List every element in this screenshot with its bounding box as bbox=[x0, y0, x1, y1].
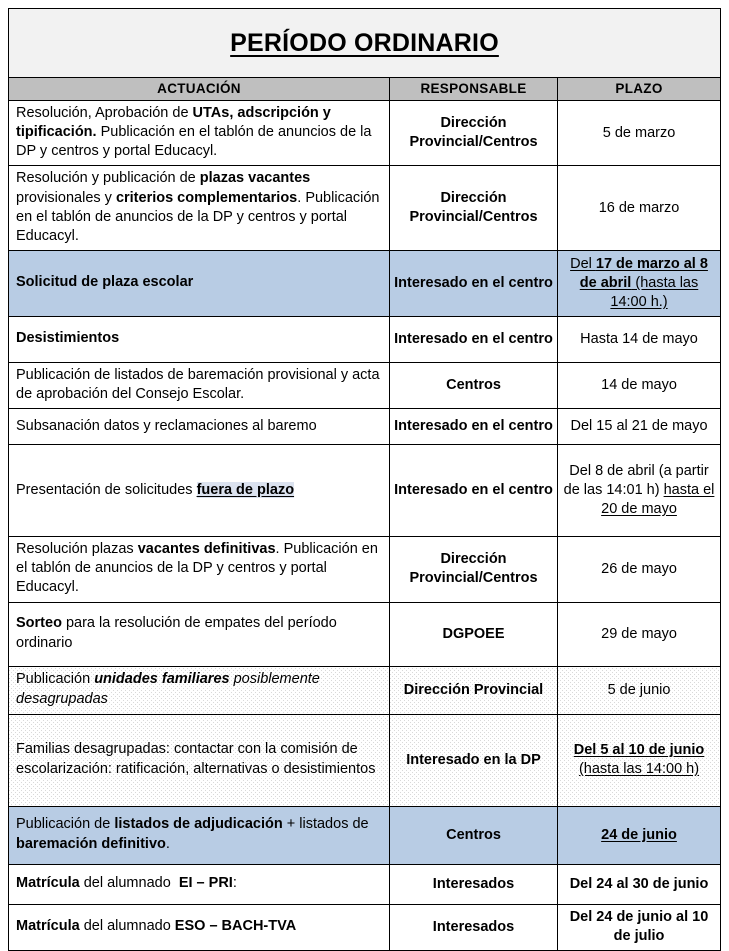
cell-actuacion: Solicitud de plaza escolar bbox=[9, 250, 390, 316]
table-row bbox=[9, 666, 721, 714]
cell-responsable: Interesados bbox=[390, 864, 558, 904]
table-row bbox=[9, 864, 721, 904]
table-row bbox=[9, 409, 721, 445]
cell-actuacion: Resolución y publicación de plazas vacantes provisionales y criterios complementarios. Publicación en el tablón de anuncios de la DP y centros y portal Educacyl. bbox=[9, 166, 390, 251]
cell-plazo: Del 17 de marzo al 8 de abril (hasta las 14:00 h.) bbox=[558, 250, 721, 316]
cell-plazo: 14 de mayo bbox=[558, 362, 721, 408]
cell-plazo: 24 de junio bbox=[558, 806, 721, 864]
cell-responsable: Interesado en la DP bbox=[390, 714, 558, 806]
cell-actuacion: Sorteo para la resolución de empates del período ordinario bbox=[9, 602, 390, 666]
table-row bbox=[9, 537, 721, 602]
cell-responsable: Interesado en el centro bbox=[390, 250, 558, 316]
table-row bbox=[9, 806, 721, 864]
cell-responsable: Interesado en el centro bbox=[390, 445, 558, 537]
cell-responsable: DGPOEE bbox=[390, 602, 558, 666]
document-title-cell bbox=[9, 9, 721, 78]
table-row bbox=[9, 714, 721, 806]
cell-actuacion: Matrícula del alumnado ESO – BACH-TVA bbox=[9, 904, 390, 950]
table-row bbox=[9, 250, 721, 316]
cell-responsable: Dirección Provincial/Centros bbox=[390, 166, 558, 251]
cell-actuacion: Familias desagrupadas: contactar con la comisión de escolarización: ratificación, alternativas o desistimientos bbox=[9, 714, 390, 806]
table-body bbox=[9, 9, 721, 951]
cell-plazo: 16 de marzo bbox=[558, 166, 721, 251]
cell-responsable: Interesados bbox=[390, 904, 558, 950]
cell-plazo: 5 de marzo bbox=[558, 101, 721, 166]
cell-plazo: 29 de mayo bbox=[558, 602, 721, 666]
table-row bbox=[9, 445, 721, 537]
cell-actuacion: Publicación de listados de adjudicación + listados de baremación definitivo. bbox=[9, 806, 390, 864]
table-row bbox=[9, 904, 721, 950]
table-row bbox=[9, 166, 721, 251]
cell-plazo: Del 15 al 21 de mayo bbox=[558, 409, 721, 445]
cell-plazo: Hasta 14 de mayo bbox=[558, 316, 721, 362]
column-header-responsable bbox=[390, 78, 558, 101]
cell-responsable: Centros bbox=[390, 362, 558, 408]
table-row bbox=[9, 316, 721, 362]
column-header-plazo-label: PLAZO bbox=[615, 81, 663, 96]
cell-plazo: Del 24 de junio al 10 de julio bbox=[558, 904, 721, 950]
table-row bbox=[9, 602, 721, 666]
cell-actuacion: Publicación unidades familiares posiblemente desagrupadas bbox=[9, 666, 390, 714]
column-header-actuacion-label: ACTUACIÓN bbox=[157, 81, 241, 96]
cell-responsable: Dirección Provincial/Centros bbox=[390, 537, 558, 602]
cell-actuacion: Desistimientos bbox=[9, 316, 390, 362]
cell-plazo: 26 de mayo bbox=[558, 537, 721, 602]
column-header-actuacion bbox=[9, 78, 390, 101]
cell-actuacion: Presentación de solicitudes fuera de plazo bbox=[9, 445, 390, 537]
title-row bbox=[9, 9, 721, 78]
cell-plazo: Del 5 al 10 de junio (hasta las 14:00 h) bbox=[558, 714, 721, 806]
cell-responsable: Centros bbox=[390, 806, 558, 864]
column-header-plazo bbox=[558, 78, 721, 101]
cell-plazo: 5 de junio bbox=[558, 666, 721, 714]
cell-actuacion: Matrícula del alumnado EI – PRI: bbox=[9, 864, 390, 904]
cell-plazo: Del 8 de abril (a partir de las 14:01 h) hasta el 20 de mayo bbox=[558, 445, 721, 537]
table-row bbox=[9, 101, 721, 166]
cell-responsable: Interesado en el centro bbox=[390, 316, 558, 362]
column-header-row bbox=[9, 78, 721, 101]
page-title: PERÍODO ORDINARIO bbox=[230, 28, 499, 57]
calendar-table bbox=[8, 8, 721, 951]
cell-actuacion: Subsanación datos y reclamaciones al baremo bbox=[9, 409, 390, 445]
table-row bbox=[9, 362, 721, 408]
cell-responsable: Dirección Provincial/Centros bbox=[390, 101, 558, 166]
cell-responsable: Interesado en el centro bbox=[390, 409, 558, 445]
cell-actuacion: Publicación de listados de baremación provisional y acta de aprobación del Consejo Escolar. bbox=[9, 362, 390, 408]
cell-actuacion: Resolución, Aprobación de UTAs, adscripción y tipificación. Publicación en el tablón de anuncios de la DP y centros y portal Educacyl. bbox=[9, 101, 390, 166]
column-header-responsable-label: RESPONSABLE bbox=[420, 81, 527, 96]
cell-actuacion: Resolución plazas vacantes definitivas. Publicación en el tablón de anuncios de la DP y centros y portal Educacyl. bbox=[9, 537, 390, 602]
cell-responsable: Dirección Provincial bbox=[390, 666, 558, 714]
cell-plazo: Del 24 al 30 de junio bbox=[558, 864, 721, 904]
